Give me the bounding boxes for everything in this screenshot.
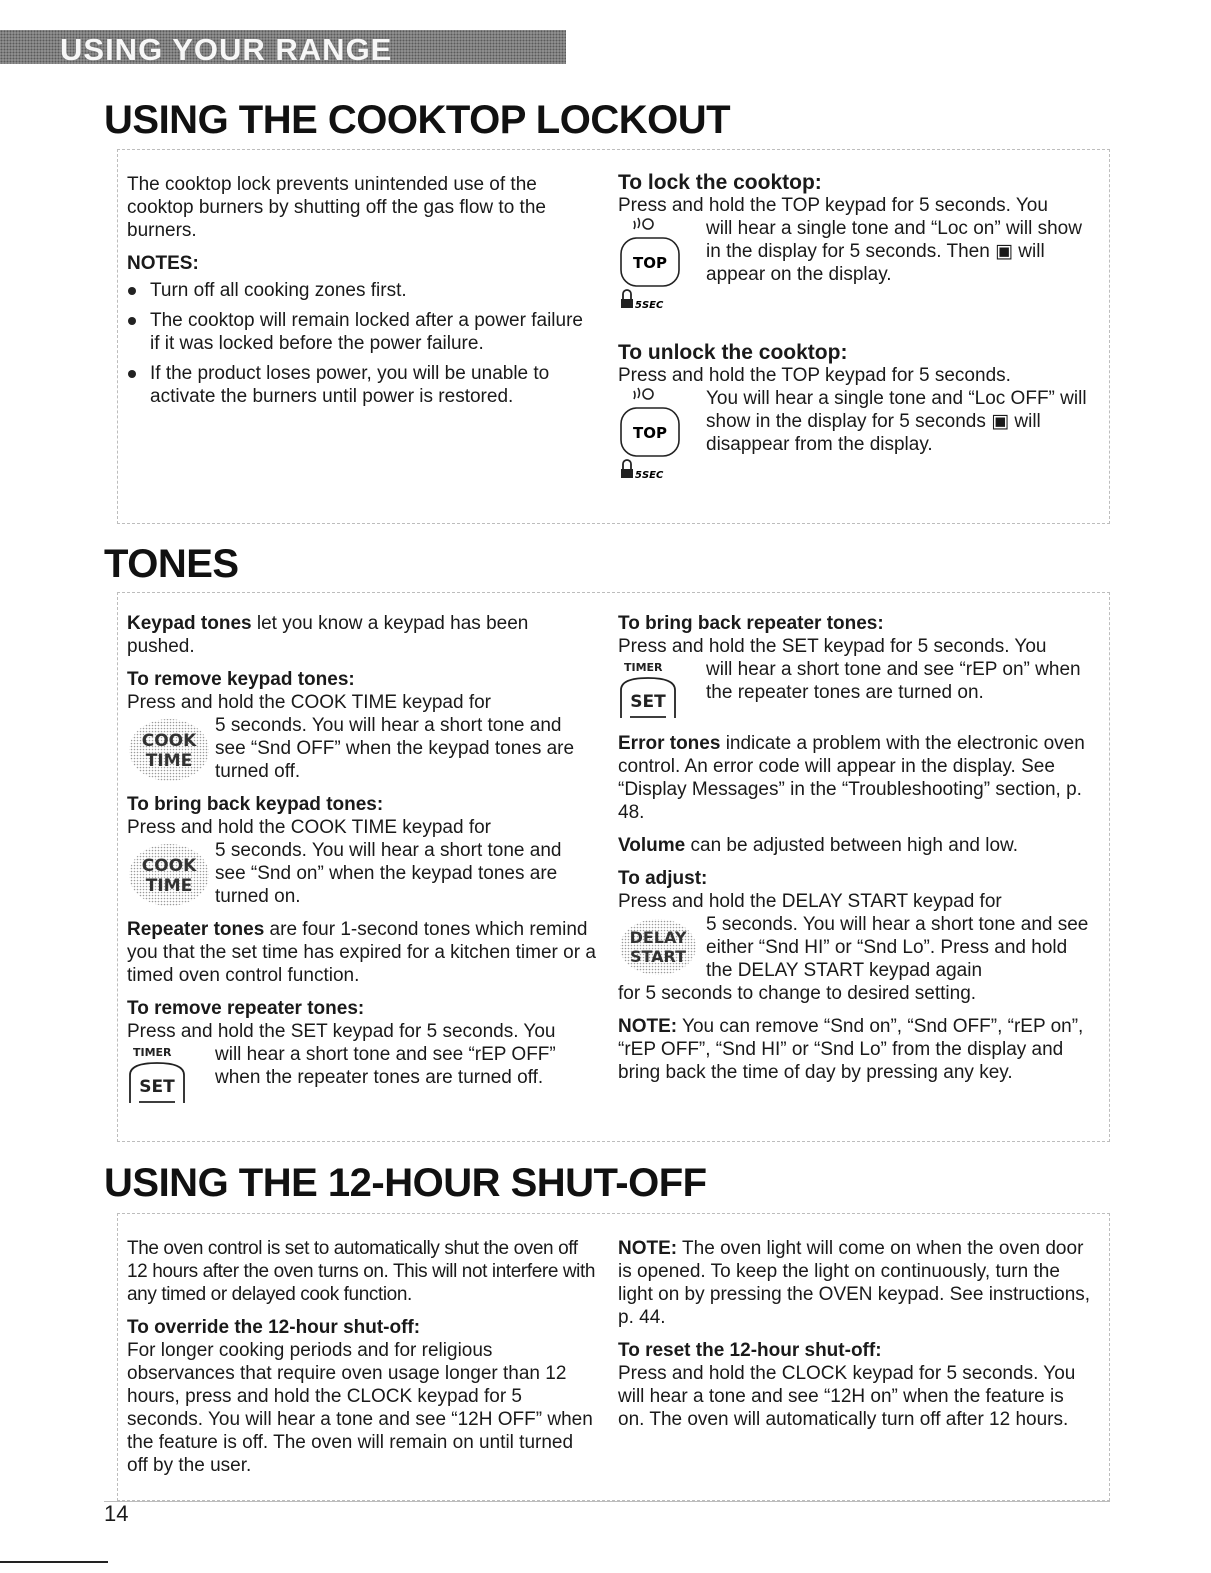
shutoff-title: USING THE 12-HOUR SHUT-OFF xyxy=(104,1161,707,1205)
top-key-label: TOP xyxy=(633,424,667,442)
banner-text: USING YOUR RANGE xyxy=(60,32,393,67)
note-item: Turn off all cooking zones first. xyxy=(127,279,592,302)
adjust-lead: Press and hold the DELAY START keypad for xyxy=(618,891,1002,912)
tones-right-column xyxy=(618,612,1093,1084)
top-key-label: TOP xyxy=(633,254,667,272)
volume-text: can be adjusted between high and low. xyxy=(685,835,1018,856)
cook-key-line2: TIME xyxy=(145,876,193,896)
back-repeater-instructions xyxy=(618,658,1093,722)
timer-label: TIMER xyxy=(133,1046,172,1059)
unlock-heading: To unlock the cooktop: xyxy=(618,341,848,364)
section-banner xyxy=(0,30,566,67)
delay-key-line1: DELAY xyxy=(629,928,687,947)
back-repeater-lead: Press and hold the SET keypad for 5 seconds. You xyxy=(618,636,1047,657)
notes-list xyxy=(127,279,592,408)
top-keypad-icon xyxy=(618,217,688,309)
remove-repeater-heading: To remove repeater tones: xyxy=(127,998,365,1019)
notes-heading: NOTES: xyxy=(127,253,199,274)
back-keypad-body: 5 seconds. You will hear a short tone and see “Snd on” when the keypad tones are turned on. xyxy=(215,840,562,907)
note-item: If the product loses power, you will be unable to activate the burners until power is restored. xyxy=(127,362,592,408)
repeater-tones-text: are four 1-second tones which remind you that the set time has expired for a kitchen timer or a timed oven control function. xyxy=(127,919,596,986)
back-repeater-heading: To bring back repeater tones: xyxy=(618,613,884,634)
adjust-instructions xyxy=(618,913,1093,982)
override-body: For longer cooking periods and for religious observances that require oven usage longer than 12 hours, press and hold the CLOCK keypad for 5 seconds. You will hear a tone and see “12H OFF” when the feature is off. The oven will remain on until turned off by the user. xyxy=(127,1340,593,1476)
back-keypad-lead: Press and hold the COOK TIME keypad for xyxy=(127,817,491,838)
override-heading: To override the 12-hour shut-off: xyxy=(127,1317,421,1338)
lockout-title: USING THE COOKTOP LOCKOUT xyxy=(104,98,731,142)
lockout-intro: The cooktop lock prevents unintended use of the cooktop burners by shutting off the gas flow to the burners. xyxy=(127,174,546,241)
remove-keypad-instructions xyxy=(127,714,597,783)
delay-key-line2: START xyxy=(629,947,687,966)
shutoff-right-column xyxy=(618,1237,1093,1431)
lockout-left-column xyxy=(127,173,592,415)
remove-repeater-body: will hear a short tone and see “rEP OFF” when the repeater tones are turned off. xyxy=(215,1044,556,1088)
cook-key-line2: TIME xyxy=(145,751,193,771)
cook-time-keypad-icon xyxy=(127,718,211,782)
adjust-tail: for 5 seconds to change to desired setting. xyxy=(618,983,977,1004)
back-repeater-body: will hear a short tone and see “rEP on” when the repeater tones are turned on. xyxy=(706,659,1081,703)
lock-body: will hear a single tone and “Loc on” will show in the display for 5 seconds. Then ▣ will appear on the display. xyxy=(706,218,1082,285)
reset-body: Press and hold the CLOCK keypad for 5 seconds. You will hear a tone and see “12H on” when the feature is on. The oven will automatically turn off after 12 hours. xyxy=(618,1363,1076,1430)
error-tones-text: indicate a problem with the electronic oven control. An error code will appear in the display. See “Display Messages” in the “Troubleshooting” section, p. 48. xyxy=(618,733,1085,823)
set-key-label: SET xyxy=(139,1077,175,1097)
back-keypad-instructions xyxy=(127,839,597,908)
tones-note-text: You can remove “Snd on”, “Snd OFF”, “rEP on”, “rEP OFF”, “Snd HI” or “Snd Lo” from the display and bring back the time of day by pressing any key. xyxy=(618,1016,1084,1083)
remove-keypad-heading: To remove keypad tones: xyxy=(127,669,355,690)
shutoff-note-term: NOTE: xyxy=(618,1238,678,1259)
back-keypad-heading: To bring back keypad tones: xyxy=(127,794,384,815)
adjust-body: 5 seconds. You will hear a short tone and see either “Snd HI” or “Snd Lo”. Press and hold the DELAY START keypad again xyxy=(706,914,1089,981)
remove-keypad-body: 5 seconds. You will hear a short tone and see “Snd OFF” when the keypad tones are turned off. xyxy=(215,715,575,782)
set-key-label: SET xyxy=(630,692,666,712)
note-item: The cooktop will remain locked after a power failure if it was locked before the power failure. xyxy=(127,309,592,355)
keypad-tones-term: Keypad tones xyxy=(127,613,252,634)
remove-repeater-lead: Press and hold the SET keypad for 5 seconds. You xyxy=(127,1021,556,1042)
shutoff-note-text: The oven light will come on when the oven door is opened. To keep the light on continuously, turn the light on by pressing the OVEN keypad. See instructions, p. 44. xyxy=(618,1238,1091,1328)
unlock-instructions xyxy=(618,387,1093,479)
unlock-body: You will hear a single tone and “Loc OFF” will show in the display for 5 seconds ▣ will disappear from the display. xyxy=(706,388,1087,455)
lock-instructions xyxy=(618,217,1093,309)
unlock-lead: Press and hold the TOP keypad for 5 seconds. xyxy=(618,365,1011,386)
hold-time-label: 5SEC xyxy=(635,300,664,309)
set-keypad-icon xyxy=(127,1045,213,1105)
cook-key-line1: COOK xyxy=(141,856,197,876)
cook-key-line1: COOK xyxy=(141,731,197,751)
lock-lead: Press and hold the TOP keypad for 5 seconds. You xyxy=(618,195,1048,216)
hold-time-label: 5SEC xyxy=(635,470,664,479)
remove-repeater-instructions xyxy=(127,1043,597,1105)
top-keypad-icon xyxy=(618,387,688,479)
reset-heading: To reset the 12-hour shut-off: xyxy=(618,1340,882,1361)
lock-heading: To lock the cooktop: xyxy=(618,171,822,194)
keypad-tones-text: let you know a keypad has been pushed. xyxy=(127,613,529,657)
adjust-heading: To adjust: xyxy=(618,868,708,889)
shutoff-left-column xyxy=(127,1237,597,1477)
volume-term: Volume xyxy=(618,835,686,856)
repeater-tones-term: Repeater tones xyxy=(127,919,265,940)
timer-label: TIMER xyxy=(624,661,663,674)
error-tones-term: Error tones xyxy=(618,733,721,754)
set-keypad-icon xyxy=(618,660,704,720)
page-bottom-rule xyxy=(104,1501,1110,1502)
lockout-right-column xyxy=(618,171,1093,479)
delay-start-keypad-icon xyxy=(618,917,702,977)
cook-time-keypad-icon xyxy=(127,843,211,907)
shutoff-intro: The oven control is set to automatically shut the oven off 12 hours after the oven turns on. This will not interfere with any timed or delayed cook function. xyxy=(127,1238,596,1305)
remove-keypad-lead: Press and hold the COOK TIME keypad for xyxy=(127,692,491,713)
tones-title: TONES xyxy=(104,542,239,586)
page-number: 14 xyxy=(104,1501,129,1526)
footer-line xyxy=(0,1561,108,1563)
tones-left-column xyxy=(127,612,597,1105)
tones-note-term: NOTE: xyxy=(618,1016,678,1037)
